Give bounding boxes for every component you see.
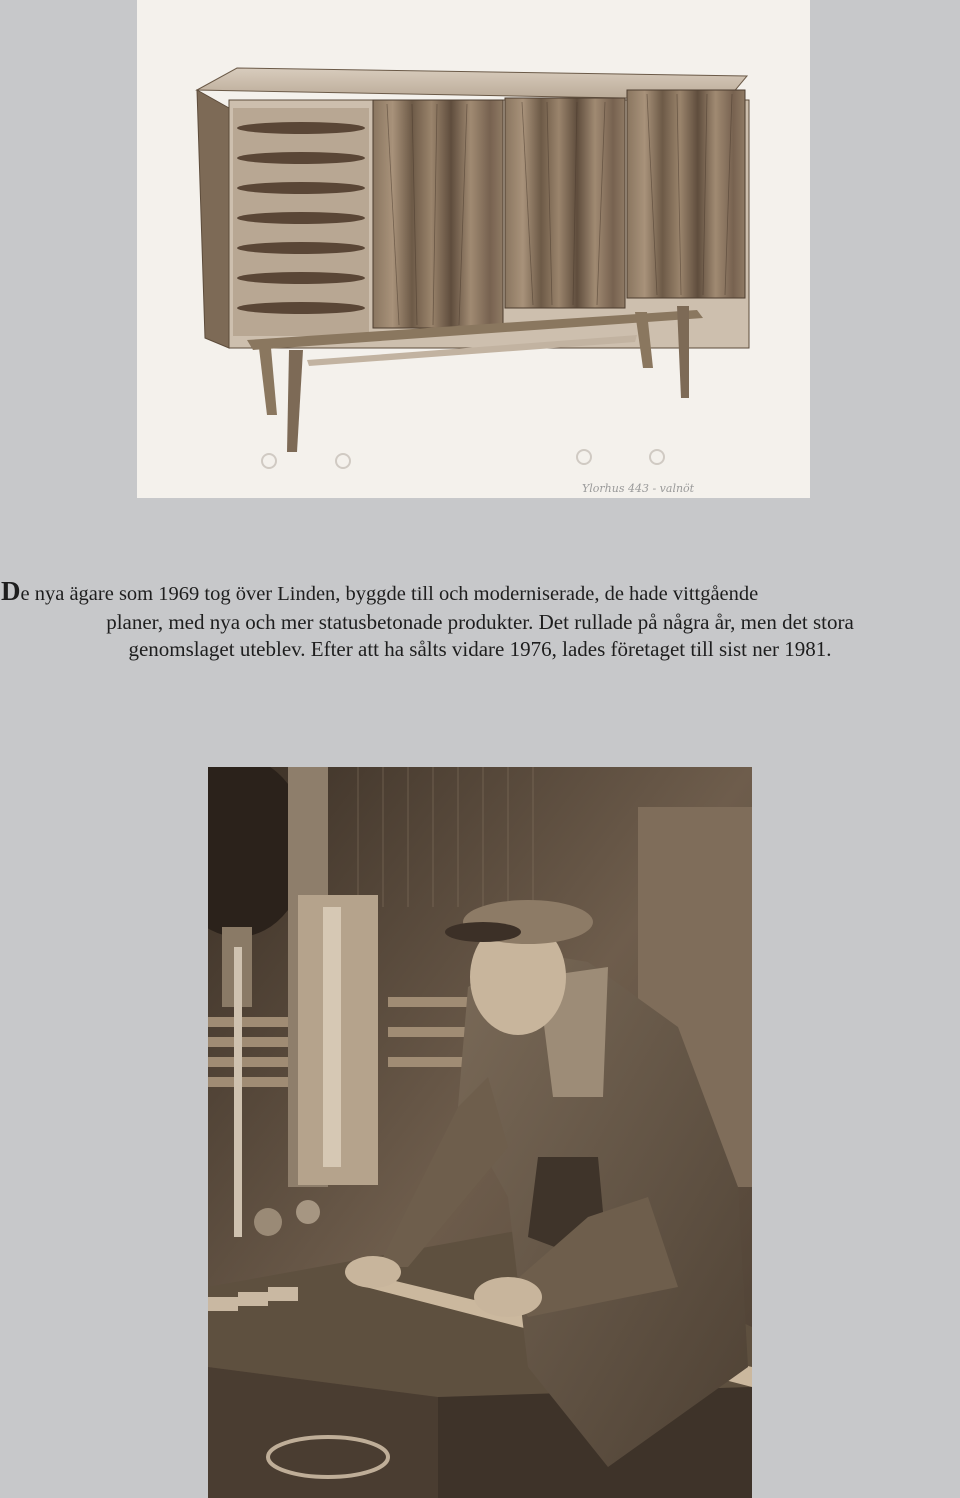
sideboard-illustration [137, 0, 810, 498]
paragraph-line-2: planer, med nya och mer statusbetonade produkter. Det rullade på några år, men det stora [106, 609, 854, 634]
body-paragraph [0, 578, 960, 664]
worker-photo [208, 767, 752, 1498]
handwritten-note: Ylorhus 443 - valnöt [582, 482, 695, 495]
paragraph-line-1 [0, 578, 960, 609]
worker-illustration [208, 767, 752, 1498]
paragraph-line-3: genomslaget uteblev. Efter att ha sålts vidare 1976, lades företaget till sist ner 1981. [128, 637, 832, 661]
paragraph-line-1-text: e nya ägare som 1969 tog över Linden, byggde till och moderniserade, de hade vittgående [20, 583, 759, 605]
sideboard-photo [137, 0, 810, 498]
drop-cap: D [1, 576, 21, 606]
